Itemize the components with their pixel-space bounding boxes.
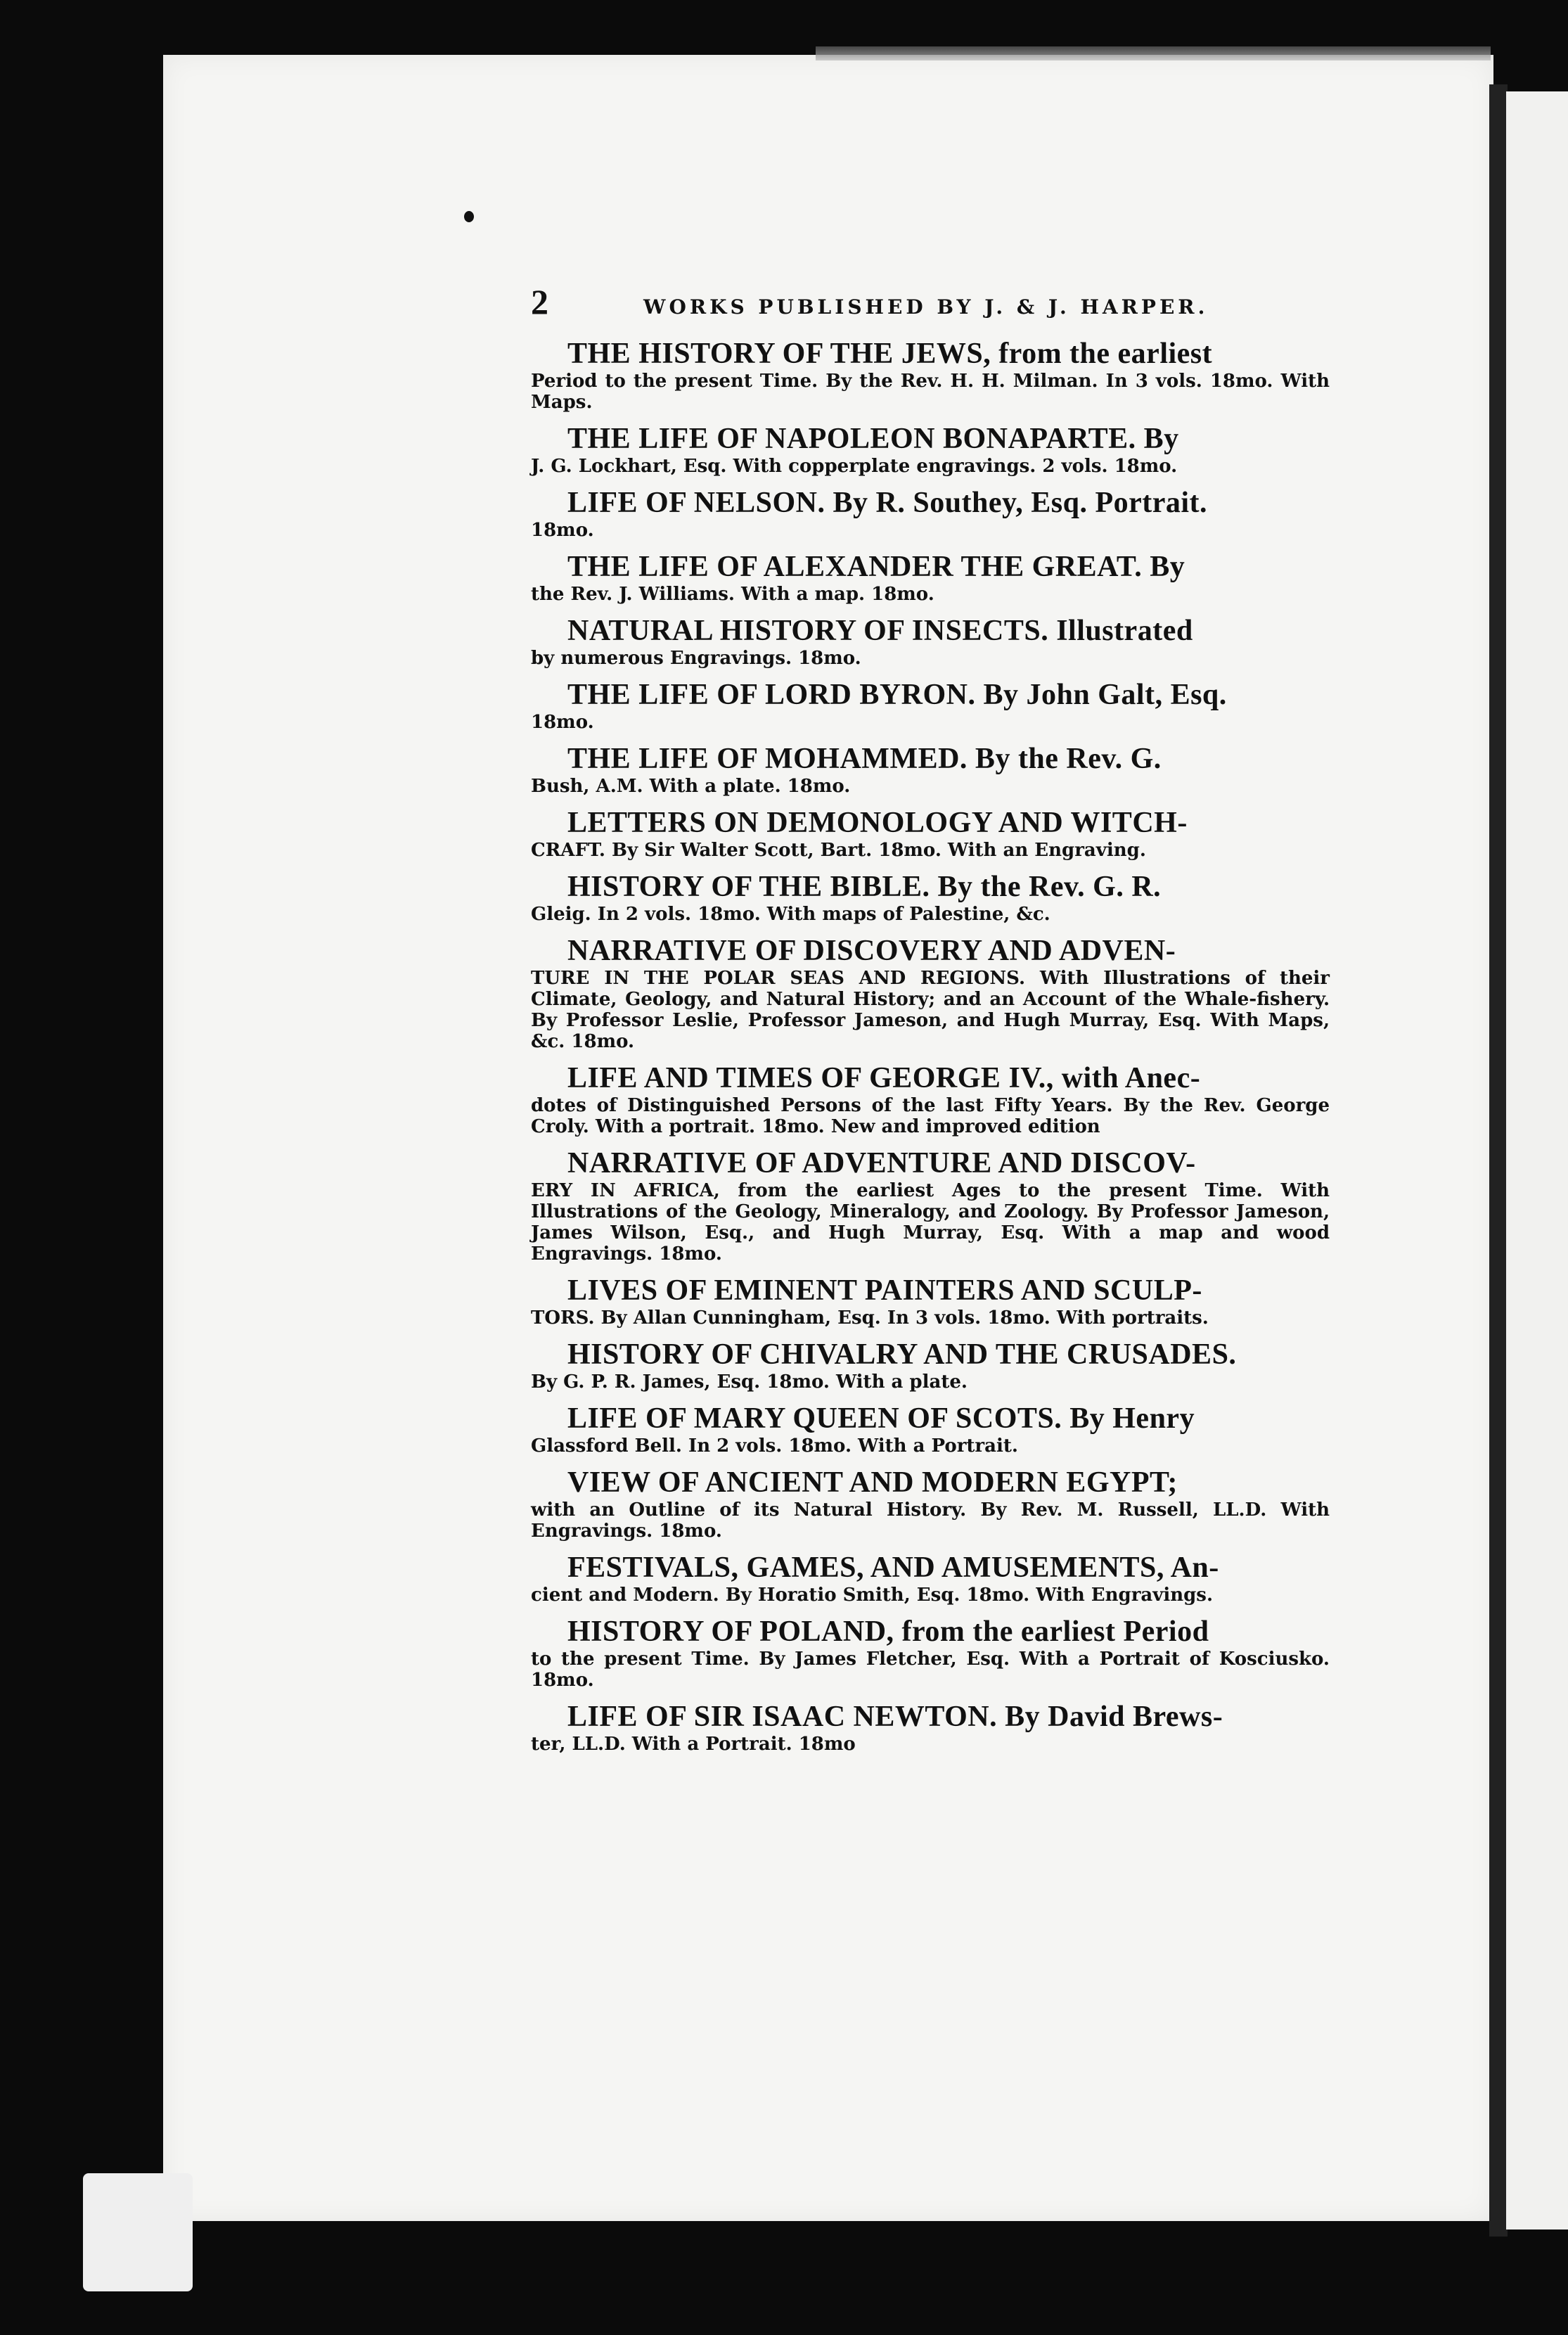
book-details: TORS. By Allan Cunningham, Esq. In 3 vols. 18mo. With portraits. xyxy=(531,1307,1209,1329)
book-details: Gleig. In 2 vols. 18mo. With maps of Palestine, &c. xyxy=(531,904,1050,925)
book-entry xyxy=(531,743,1330,797)
book-title: NARRATIVE OF DISCOVERY AND ADVEN- xyxy=(567,935,1176,967)
book-details: to the present Time. By James Fletcher, Esq. With a Portrait of Kosciusko. 18mo. xyxy=(531,1649,1330,1691)
book-title: THE LIFE OF LORD BYRON. By John Galt, Esq. xyxy=(567,679,1227,711)
book-title: LETTERS ON DEMONOLOGY AND WITCH- xyxy=(567,807,1188,839)
book-entry xyxy=(531,1616,1330,1691)
book-title: THE LIFE OF NAPOLEON BONAPARTE. By xyxy=(567,423,1179,455)
ink-speck xyxy=(464,211,474,222)
book-entry xyxy=(531,1274,1330,1329)
paper-slip xyxy=(83,2173,193,2291)
book-entry xyxy=(531,487,1330,541)
book-entry xyxy=(531,1701,1330,1755)
book-title: THE LIFE OF ALEXANDER THE GREAT. By xyxy=(567,551,1185,583)
running-head xyxy=(531,281,1330,322)
book-title: FESTIVALS, GAMES, AND AMUSEMENTS, An- xyxy=(567,1552,1219,1584)
book-details: J. G. Lockhart, Esq. With copperplate engravings. 2 vols. 18mo. xyxy=(531,456,1178,477)
book-entry xyxy=(531,551,1330,605)
book-title: NARRATIVE OF ADVENTURE AND DISCOV- xyxy=(567,1147,1196,1179)
book-title: THE LIFE OF MOHAMMED. By the Rev. G. xyxy=(567,743,1162,775)
book-details: with an Outline of its Natural History. By Rev. M. Russell, LL.D. With Engravings. 18mo. xyxy=(531,1499,1330,1542)
book-title: HISTORY OF POLAND, from the earliest Period xyxy=(567,1616,1209,1648)
book-title: LIFE OF NELSON. By R. Southey, Esq. Portrait. xyxy=(567,487,1208,519)
book-details: Glassford Bell. In 2 vols. 18mo. With a Portrait. xyxy=(531,1435,1018,1457)
book-entry xyxy=(531,1338,1330,1393)
book-title: LIFE AND TIMES OF GEORGE IV., with Anec- xyxy=(567,1062,1201,1094)
book-entry xyxy=(531,423,1330,477)
scan-smudge xyxy=(816,46,1491,60)
book-details: 18mo. xyxy=(531,520,594,541)
book-details: By G. P. R. James, Esq. 18mo. With a plate. xyxy=(531,1371,968,1393)
book-details: ERY IN AFRICA, from the earliest Ages to the present Time. With Illustrations of the Geology, Mineralogy, and Zoology. By Professor Jameson, James Wilson, Esq., and Hugh Murray, Esq. With a map and wood Engravings. 18mo. xyxy=(531,1180,1330,1265)
book-title: HISTORY OF CHIVALRY AND THE CRUSADES. xyxy=(567,1338,1237,1371)
book-entry xyxy=(531,338,1330,413)
book-entry xyxy=(531,1402,1330,1457)
book-details: by numerous Engravings. 18mo. xyxy=(531,648,861,669)
book-entry xyxy=(531,615,1330,669)
book-title: LIFE OF MARY QUEEN OF SCOTS. By Henry xyxy=(567,1402,1195,1435)
book-entry xyxy=(531,679,1330,733)
running-title: WORKS PUBLISHED BY J. & J. HARPER. xyxy=(643,295,1209,319)
book-entry xyxy=(531,935,1330,1052)
book-entry xyxy=(531,1147,1330,1265)
book-title: VIEW OF ANCIENT AND MODERN EGYPT; xyxy=(567,1466,1178,1499)
book-entry xyxy=(531,807,1330,861)
book-title: NATURAL HISTORY OF INSECTS. Illustrated xyxy=(567,615,1193,647)
book-details: ter, LL.D. With a Portrait. 18mo xyxy=(531,1734,856,1755)
book-entry xyxy=(531,1552,1330,1606)
book-title: THE HISTORY OF THE JEWS, from the earliest xyxy=(567,338,1213,370)
book-list xyxy=(531,338,1330,1755)
book-entry xyxy=(531,1062,1330,1137)
book-title: LIVES OF EMINENT PAINTERS AND SCULP- xyxy=(567,1274,1202,1307)
book-details: 18mo. xyxy=(531,712,594,733)
book-details: TURE IN THE POLAR SEAS AND REGIONS. With Illustrations of their Climate, Geology, and Natural History; and an Account of the Whale-fishery. By Professor Leslie, Professor Jameson, and Hugh Murray, Esq. With Maps, &c. 18mo. xyxy=(531,968,1330,1052)
facing-page-edge xyxy=(1506,91,1568,2230)
book-details: cient and Modern. By Horatio Smith, Esq. 18mo. With Engravings. xyxy=(531,1585,1213,1606)
book-details: dotes of Distinguished Persons of the last Fifty Years. By the Rev. George Croly. With a portrait. 18mo. New and improved edition xyxy=(531,1095,1330,1137)
book-title: HISTORY OF THE BIBLE. By the Rev. G. R. xyxy=(567,871,1162,903)
book-details: Period to the present Time. By the Rev. H. H. Milman. In 3 vols. 18mo. With Maps. xyxy=(531,371,1330,413)
book-details: Bush, A.M. With a plate. 18mo. xyxy=(531,776,851,797)
book-details: CRAFT. By Sir Walter Scott, Bart. 18mo. With an Engraving. xyxy=(531,840,1146,861)
book-entry xyxy=(531,1466,1330,1542)
page-number: 2 xyxy=(531,282,548,321)
book-details: the Rev. J. Williams. With a map. 18mo. xyxy=(531,584,934,605)
book-entry xyxy=(531,871,1330,925)
catalogue-text xyxy=(531,281,1330,1765)
book-title: LIFE OF SIR ISAAC NEWTON. By David Brews- xyxy=(567,1701,1223,1733)
page-gutter-shadow xyxy=(1489,84,1508,2237)
